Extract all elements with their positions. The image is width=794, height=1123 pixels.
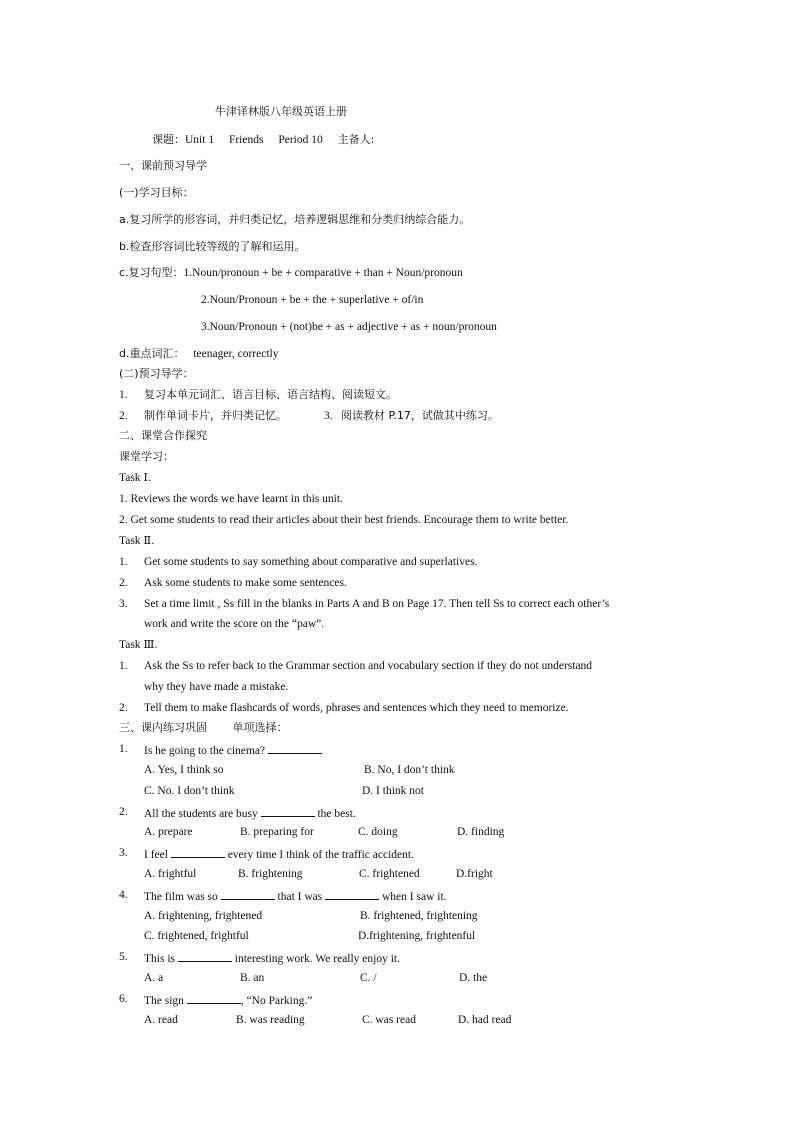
- q4-text-mid: that I was: [277, 891, 323, 903]
- q1-text: Is he going to the cinema?: [144, 745, 266, 757]
- task-2-item-2-text: Ask some students to make some sentences.: [144, 577, 347, 589]
- q4-blank-1: [221, 888, 275, 900]
- guide-1-text: 复习本单元词汇、语言目标、语言结构、阅读短文。: [144, 388, 397, 401]
- q6-option-a: A. read: [144, 1014, 178, 1026]
- q5-stem: [144, 950, 400, 966]
- q5-option-c: C. /: [360, 972, 377, 984]
- q3-text-pre: I feel: [144, 849, 168, 861]
- goal-d-label: d.重点词汇：: [119, 347, 185, 360]
- q5-number: 5.: [119, 951, 128, 963]
- q5-option-d: D. the: [459, 972, 488, 984]
- goals-heading: (一)学习目标：: [119, 186, 194, 199]
- task-3-item-1-text-a: Ask the Ss to refer back to the Grammar section and vocabulary section if they do not understand: [144, 660, 593, 672]
- preparer-label: 主备人:: [337, 133, 375, 146]
- q2-option-d: D. finding: [457, 826, 505, 838]
- task-3-item-1-text-b: why they have made a mistake.: [144, 681, 289, 693]
- goal-d: [119, 347, 278, 361]
- q5-option-b: B. an: [240, 972, 265, 984]
- q3-text-post: every time I think of the traffic accident.: [227, 849, 414, 861]
- q1-option-b: B. No, I don’t think: [364, 764, 455, 776]
- topic-line: [152, 133, 374, 147]
- q3-option-d: D.fright: [456, 868, 493, 880]
- topic-friends: Friends: [228, 134, 264, 146]
- q6-blank: [187, 992, 241, 1004]
- q1-stem: [144, 742, 322, 758]
- q4-option-b: B. frightened, frightening: [360, 910, 478, 922]
- task-2-item-1-text: Get some students to say something about comparative and superlatives.: [144, 556, 478, 568]
- task-2-heading: Task Ⅱ.: [119, 535, 155, 547]
- q6-stem: [144, 992, 312, 1008]
- q5-option-a: A. a: [144, 972, 164, 984]
- q2-text-pre: All the students are busy: [144, 808, 258, 820]
- q1-blank: [268, 742, 322, 754]
- guide-2-text: 制作单词卡片，并归类记忆。: [144, 409, 287, 422]
- q6-option-b: B. was reading: [236, 1014, 305, 1026]
- q5-text-pre: This is: [144, 953, 175, 965]
- q1-option-c: C. No. I don’t think: [144, 785, 235, 797]
- q2-number: 2.: [119, 806, 128, 818]
- task-3-item-1-number: 1.: [119, 660, 128, 672]
- q4-blank-2: [325, 888, 379, 900]
- guide-1-number: 1.: [119, 389, 128, 401]
- q4-text-pre: The film was so: [144, 891, 218, 903]
- q6-option-d: D. had read: [458, 1014, 512, 1026]
- topic-label: 课题：: [152, 133, 185, 146]
- task-2-item-3-text-a: Set a time limit , Ss fill in the blanks in Parts A and B on Page 17. Then tell Ss to correct each other’s: [144, 598, 610, 610]
- q5-blank: [178, 950, 232, 962]
- goal-c-label: c.复习句型：: [119, 266, 184, 279]
- q4-stem: [144, 888, 447, 904]
- q6-text-post: , “No Parking.”: [240, 995, 313, 1007]
- q3-option-b: B. frightening: [238, 868, 303, 880]
- q4-option-a: A. frightening, frightened: [144, 910, 263, 922]
- q3-option-c: C. frightened: [359, 868, 420, 880]
- task-2-item-3-text-b: work and write the score on the “paw”.: [144, 618, 325, 630]
- pattern-2: 2.Noun/Pronoun + be + the + superlative + of/in: [201, 294, 424, 306]
- task-1-item-1: 1. Reviews the words we have learnt in this unit.: [119, 493, 343, 505]
- topic-period: Period 10: [278, 134, 323, 146]
- q4-text-post: when I saw it.: [382, 891, 447, 903]
- q6-text-pre: The sign: [144, 995, 184, 1007]
- task-3-heading: Task Ⅲ.: [119, 639, 158, 651]
- document-title: 牛津译林版八年级英语上册: [215, 105, 347, 118]
- q1-option-d: D. I think not: [362, 785, 424, 797]
- task-3-item-2-text: Tell them to make flashcards of words, phrases and sentences which they need to memorize.: [144, 702, 569, 714]
- q2-option-b: B. preparing for: [240, 826, 314, 838]
- q3-number: 3.: [119, 847, 128, 859]
- task-3-item-2-number: 2.: [119, 702, 128, 714]
- guide-heading: (二)预习导学：: [119, 367, 194, 380]
- guide-3-number: 3.: [324, 410, 333, 422]
- q4-number: 4.: [119, 889, 128, 901]
- section1-heading: 一、课前预习导学: [119, 159, 207, 172]
- q5-text-post: interesting work. We really enjoy it.: [234, 953, 401, 965]
- section2-heading: 二、课堂合作探究: [119, 429, 207, 442]
- q2-option-a: A. prepare: [144, 826, 193, 838]
- task-1-item-2: 2. Get some students to read their articles about their best friends. Encourage them to write better.: [119, 514, 569, 526]
- topic-unit: Unit 1: [185, 134, 215, 146]
- q3-option-a: A. frightful: [144, 868, 197, 880]
- section3-heading: [119, 721, 288, 735]
- class-heading: 课堂学习：: [119, 450, 174, 463]
- guide-3-text: 阅读教材 P.17，试做其中练习。: [341, 409, 499, 422]
- task-1-heading: Task Ⅰ.: [119, 472, 151, 484]
- section3-subheading: 单项选择：: [232, 721, 288, 734]
- q1-option-a: A. Yes, I think so: [144, 764, 224, 776]
- q2-option-c: C. doing: [358, 826, 398, 838]
- task-2-item-3-number: 3.: [119, 598, 128, 610]
- task-2-item-2-number: 2.: [119, 577, 128, 589]
- q2-text-post: the best.: [317, 808, 356, 820]
- goal-b: b.检查形容词比较等级的了解和运用。: [119, 240, 306, 253]
- goal-c: [119, 266, 463, 280]
- pattern-1: 1.Noun/pronoun + be + comparative + than + Noun/pronoun: [183, 267, 463, 279]
- q1-number: 1.: [119, 743, 128, 755]
- q4-option-d: D.frightening, frightenful: [358, 930, 476, 942]
- section3-title: 三、课内练习巩固: [119, 721, 207, 734]
- q3-stem: [144, 846, 414, 862]
- q2-blank: [261, 805, 315, 817]
- q6-option-c: C. was read: [362, 1014, 416, 1026]
- q3-blank: [171, 846, 225, 858]
- q4-option-c: C. frightened, frightful: [144, 930, 249, 942]
- q6-number: 6.: [119, 993, 128, 1005]
- task-2-item-1-number: 1.: [119, 556, 128, 568]
- q2-stem: [144, 805, 356, 821]
- guide-2-number: 2.: [119, 410, 128, 422]
- pattern-3: 3.Noun/Pronoun + (not)be + as + adjective + as + noun/pronoun: [201, 321, 497, 333]
- goal-d-words: teenager, correctly: [193, 348, 279, 360]
- goal-a: a.复习所学的形容词，并归类记忆，培养逻辑思维和分类归纳综合能力。: [119, 213, 471, 226]
